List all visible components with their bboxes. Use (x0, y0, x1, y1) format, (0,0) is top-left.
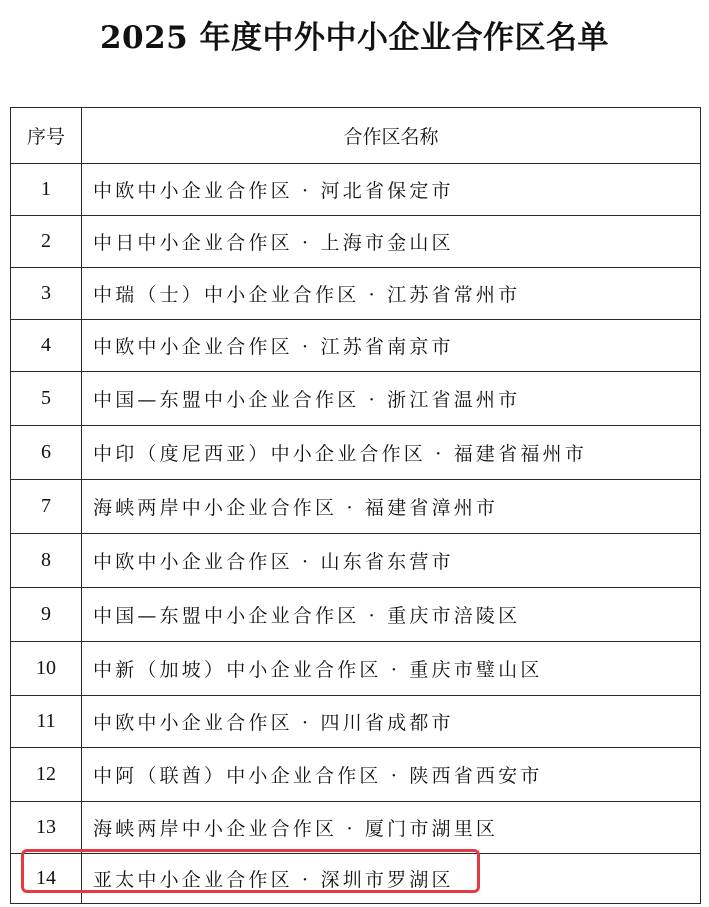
zone-name: 中欧中小企业合作区 · 山东省东营市 (82, 534, 701, 588)
table-row (11, 426, 701, 480)
cooperation-zone-table (10, 107, 701, 904)
table-row (11, 216, 701, 268)
zone-name: 中国—东盟中小企业合作区 · 浙江省温州市 (82, 372, 701, 426)
table-row (11, 372, 701, 426)
zone-name: 海峡两岸中小企业合作区 · 厦门市湖里区 (82, 802, 701, 854)
zone-name: 中国—东盟中小企业合作区 · 重庆市涪陵区 (82, 588, 701, 642)
row-number: 14 (11, 854, 82, 904)
row-number: 3 (11, 268, 82, 320)
zone-name: 中欧中小企业合作区 · 江苏省南京市 (82, 320, 701, 372)
row-number: 7 (11, 480, 82, 534)
table-row (11, 748, 701, 802)
table-row (11, 534, 701, 588)
table-row (11, 696, 701, 748)
page-title: 2025 年度中外中小企业合作区名单 (99, 20, 610, 56)
zone-name: 中日中小企业合作区 · 上海市金山区 (82, 216, 701, 268)
table-row (11, 642, 701, 696)
zone-name: 中欧中小企业合作区 · 河北省保定市 (82, 164, 701, 216)
row-number: 12 (11, 748, 82, 802)
row-number: 1 (11, 164, 82, 216)
row-number: 13 (11, 802, 82, 854)
row-number: 9 (11, 588, 82, 642)
zone-name: 中瑞（士）中小企业合作区 · 江苏省常州市 (82, 268, 701, 320)
zone-name: 中新（加坡）中小企业合作区 · 重庆市璧山区 (82, 642, 701, 696)
table-header-row (11, 108, 701, 164)
zone-name: 海峡两岸中小企业合作区 · 福建省漳州市 (82, 480, 701, 534)
zone-name: 亚太中小企业合作区 · 深圳市罗湖区 (82, 854, 701, 904)
row-number: 5 (11, 372, 82, 426)
row-number: 2 (11, 216, 82, 268)
table-row (11, 588, 701, 642)
table-row (11, 268, 701, 320)
table-row (11, 164, 701, 216)
row-number: 10 (11, 642, 82, 696)
table-row (11, 480, 701, 534)
zone-name: 中阿（联酋）中小企业合作区 · 陕西省西安市 (82, 748, 701, 802)
column-header-no: 序号 (11, 108, 82, 164)
table-row (11, 802, 701, 854)
row-number: 8 (11, 534, 82, 588)
row-number: 6 (11, 426, 82, 480)
zone-name: 中印（度尼西亚）中小企业合作区 · 福建省福州市 (82, 426, 701, 480)
column-header-name: 合作区名称 (82, 108, 701, 164)
table-row-highlighted (11, 854, 701, 904)
row-number: 11 (11, 696, 82, 748)
row-number: 4 (11, 320, 82, 372)
table-row (11, 320, 701, 372)
zone-name: 中欧中小企业合作区 · 四川省成都市 (82, 696, 701, 748)
